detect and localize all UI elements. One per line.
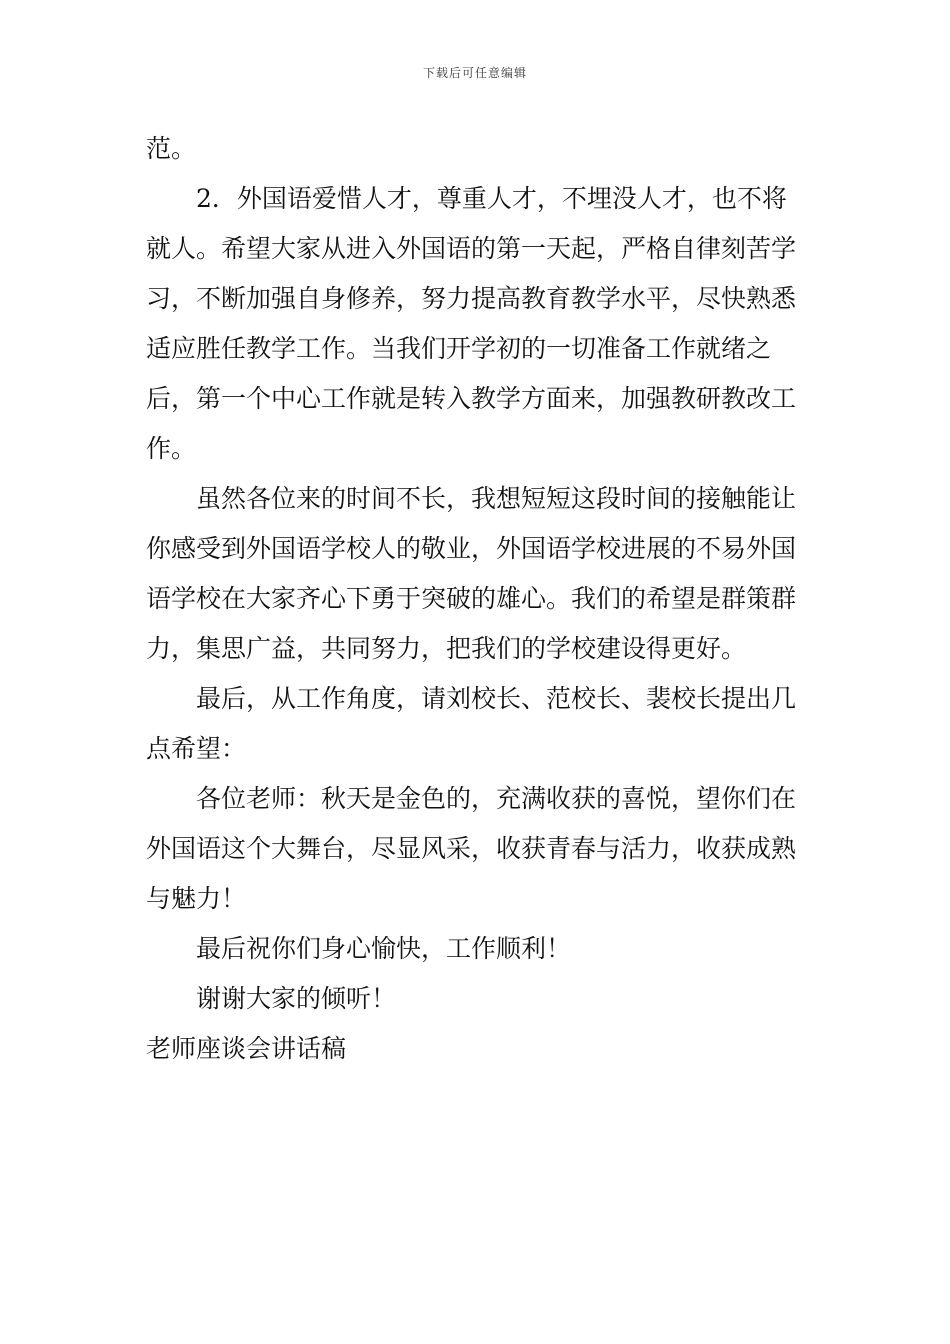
paragraph-autumn-wishes: 各位老师：秋天是金色的，充满收获的喜悦，望你们在外国语这个大舞台，尽显风采，收获青春与活力，收获成熟与魅力！	[146, 784, 797, 913]
page-header: 下载后可任意编辑	[422, 66, 527, 80]
paragraph-principals-hopes: 最后，从工作角度，请刘校长、范校长、裴校长提出几点希望：	[146, 684, 797, 763]
paragraph-continuation: 范。	[146, 134, 197, 163]
document-title-next: 老师座谈会讲话稿	[146, 1034, 347, 1063]
document-body	[146, 124, 808, 1074]
paragraph-talent: 2．外国语爱惜人才，尊重人才，不埋没人才，也不将就人。希望大家从进入外国语的第一天起，严格自律刻苦学习，不断加强自身修养，努力提高教育教学水平，尽快熟悉适应胜任教学工作。当我们开学初的一切准备工作就绪之后，第一个中心工作就是转入教学方面来，加强教研教改工作。	[146, 184, 797, 463]
paragraph-dedication: 虽然各位来的时间不长，我想短短这段时间的接触能让你感受到外国语学校人的敬业，外国语学校进展的不易外国语学校在大家齐心下勇于突破的雄心。我们的希望是群策群力，集思广益，共同努力，把我们的学校建设得更好。	[146, 484, 797, 663]
paragraph-thanks: 谢谢大家的倾听！	[196, 984, 397, 1013]
paragraph-closing-wishes: 最后祝你们身心愉快，工作顺利！	[196, 934, 572, 963]
